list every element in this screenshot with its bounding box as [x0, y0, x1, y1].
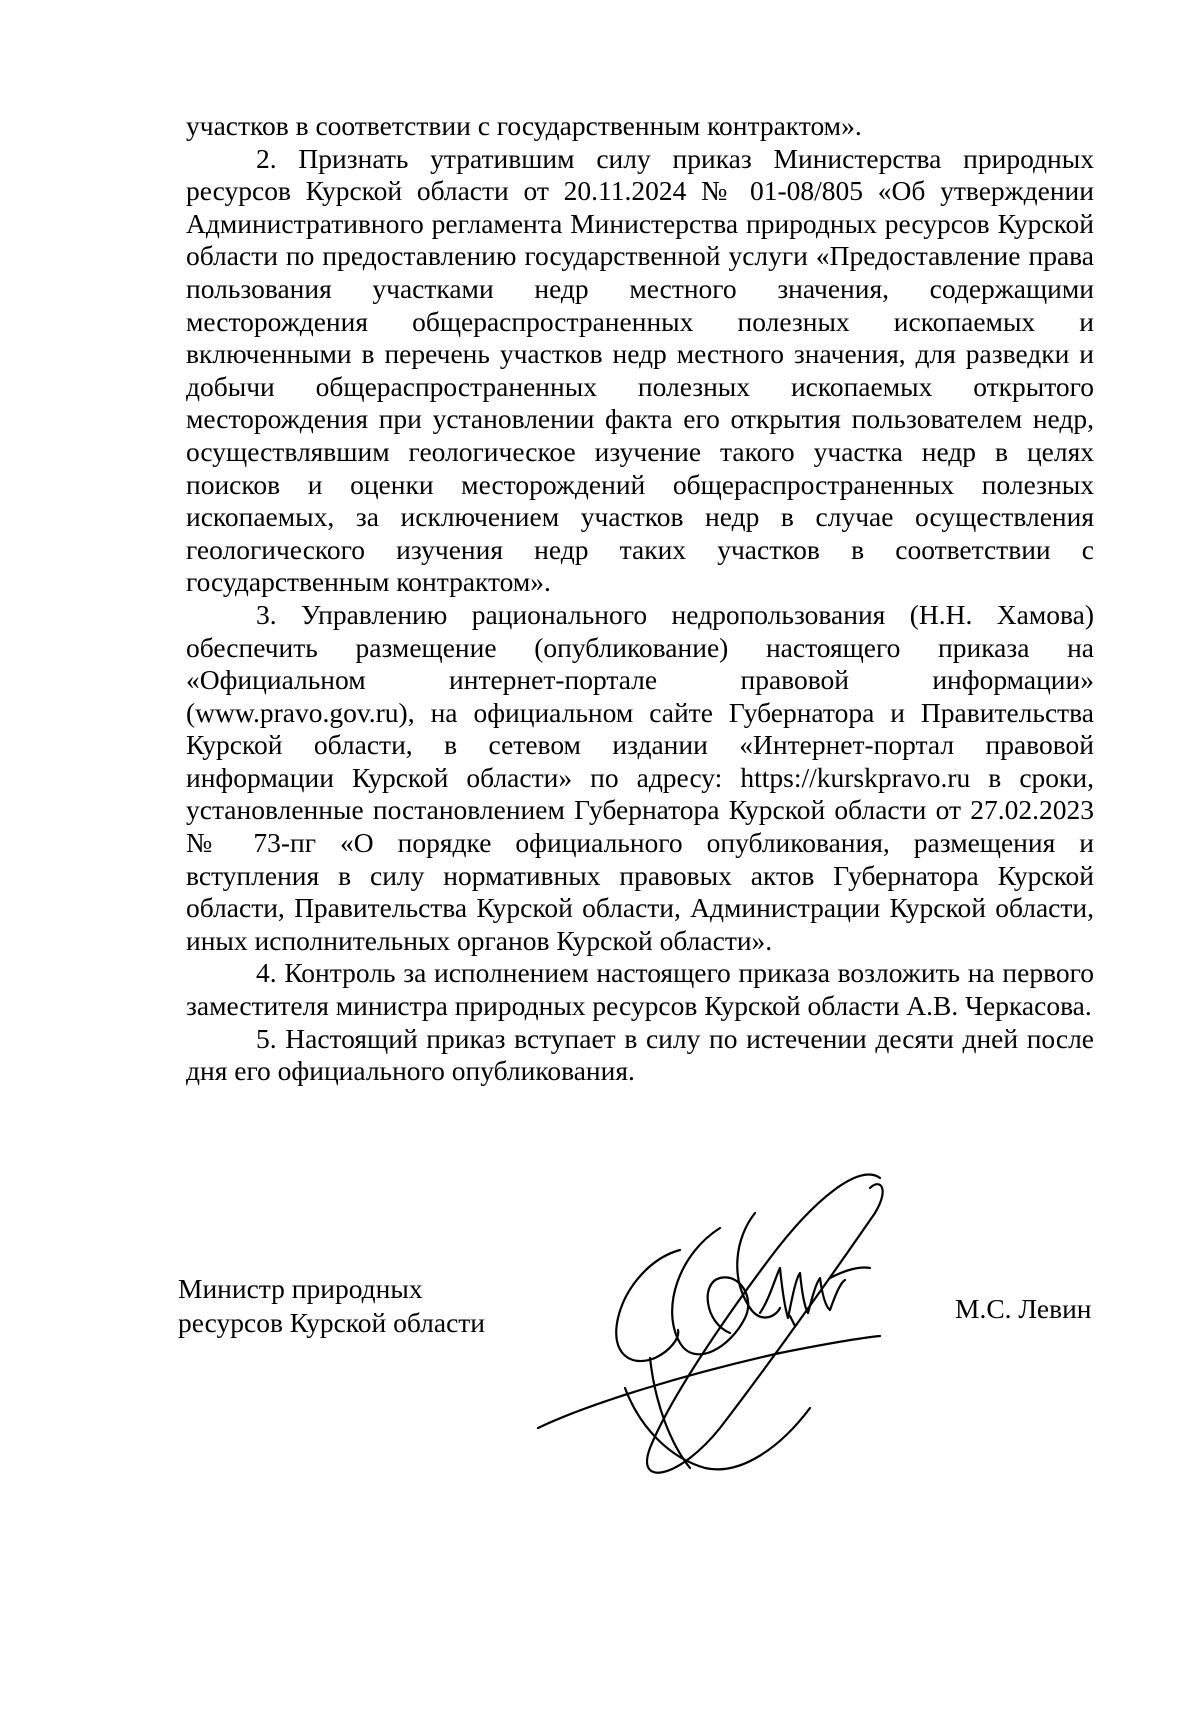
paragraph-continuation: участков в соответствии с государственным контрактом». — [186, 110, 862, 141]
order-text — [186, 110, 1094, 1088]
paragraph-item-2: 2. Признать утратившим силу приказ Министерства природных ресурсов Курской области от 20.11.2024 № 01-08/805 «Об утверждении Административного регламента Министерства природных ресурсов Курской области по предоставлению государственной услуги «Предоставление права пользования участками недр местного значения, содержащими месторождения общераспространенных полезных ископаемых и включенными в перечень участков недр местного значения, для разведки и добычи общераспространенных полезных ископаемых открытого месторождения при установлении факта его открытия пользователем недр, осуществлявшим геологическое изучение такого участка недр в целях поисков и оценки месторождений общераспространенных полезных ископаемых, за исключением участков недр в случае осуществления геологического изучения недр таких участков в соответствии с государственным контрактом». — [186, 142, 1094, 598]
paragraph-item-5: 5. Настоящий приказ вступает в силу по истечении десяти дней после дня его официального опубликования. — [186, 1022, 1094, 1087]
signer-name: М.С. Левин — [955, 1293, 1092, 1324]
paragraph-item-4: 4. Контроль за исполнением настоящего приказа возложить на первого заместителя министра природных ресурсов Курской области А.В. Черкасова. — [186, 957, 1094, 1022]
signer-position-title: Министр природных ресурсов Курской области — [178, 1273, 486, 1338]
handwritten-signature-icon — [530, 1158, 950, 1488]
paragraph-item-3: 3. Управлению рационального недропользования (Н.Н. Хамова) обеспечить размещение (опубликование) настоящего приказа на «Официальном интернет-портале правовой информации» (www.pravo.gov.ru), на официальном сайте Губернатора и Правительства Курской области, в сетевом издании «Интернет-портал правовой информации Курской области» по адресу: https://kurskpravo.ru в сроки, установленные постановлением Губернатора Курской области от 27.02.2023 № 73-пг «О порядке официального опубликования, размещения и вступления в силу нормативных правовых актов Губернатора Курской области, Правительства Курской области, Администрации Курской области, иных исполнительных органов Курской области». — [186, 598, 1094, 956]
